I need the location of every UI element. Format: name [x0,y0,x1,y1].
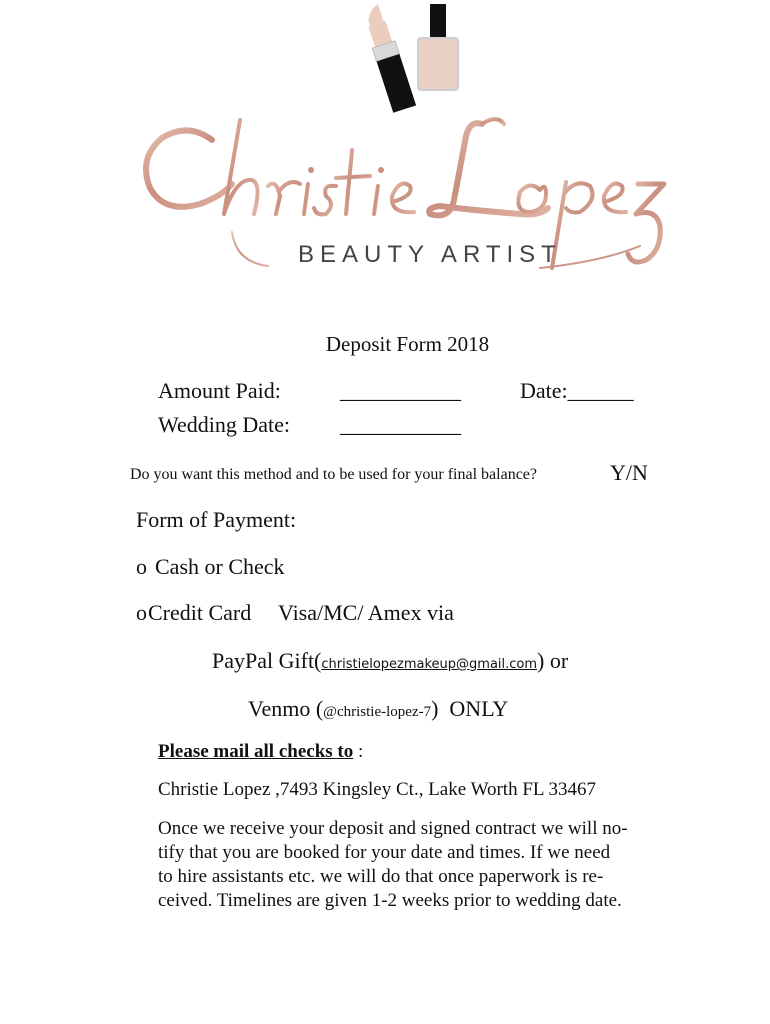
paypal-email-link[interactable]: christielopezmakeup@gmail.com [321,657,538,672]
paypal-suffix: ) or [537,648,569,673]
cash-or-check-option: Cash or Check [155,554,285,579]
mail-checks-heading: Please mail all checks to [158,741,354,762]
credit-card-option: Credit Card [148,600,252,625]
yes-no-field[interactable]: Y/N [610,460,648,485]
paragraph-line: Once we receive your deposit and signed contract we will no- [158,818,628,839]
form-title: Deposit Form 2018 [325,332,490,356]
amount-paid-label: Amount Paid: [158,378,281,403]
venmo-handle: @christie-lopez-7 [323,704,432,720]
amount-paid-field[interactable]: ___________ [340,378,461,403]
paypal-line [212,648,568,674]
credit-card-via-text: Visa/MC/ Amex via [278,600,454,625]
form-of-payment-heading: Form of Payment: [136,507,297,532]
venmo-suffix: ) [431,696,439,721]
cash-option-marker[interactable]: o [136,554,147,579]
date-field[interactable]: Date:______ [520,378,634,403]
credit-option-marker[interactable]: o [136,600,147,625]
venmo-only: ONLY [449,696,509,721]
paragraph-line: to hire assistants etc. we will do that once paperwork is re- [158,866,604,887]
venmo-line [248,696,508,722]
deposit-info-paragraph [158,817,678,913]
paragraph-line: ceived. Timelines are given 1-2 weeks prior to wedding date. [158,890,622,911]
final-balance-question: Do you want this method and to be used for your final balance? [130,466,537,483]
logo-tagline: BEAUTY ARTIST [298,241,562,268]
mailing-address: Christie Lopez ,7493 Kingsley Ct., Lake Worth FL 33467 [158,779,597,800]
paragraph-line: tify that you are booked for your date and times. If we need [158,842,611,863]
venmo-prefix: Venmo ( [248,696,324,721]
lipstick-icon [360,3,416,113]
wedding-date-label: Wedding Date: [158,412,291,437]
wedding-date-field[interactable]: ___________ [340,412,461,437]
paypal-prefix: PayPal Gift( [212,648,322,673]
nail-polish-icon [418,4,458,90]
mail-checks-heading-line [158,740,363,764]
brand-logo [0,0,770,300]
mail-checks-colon: : [353,741,364,762]
